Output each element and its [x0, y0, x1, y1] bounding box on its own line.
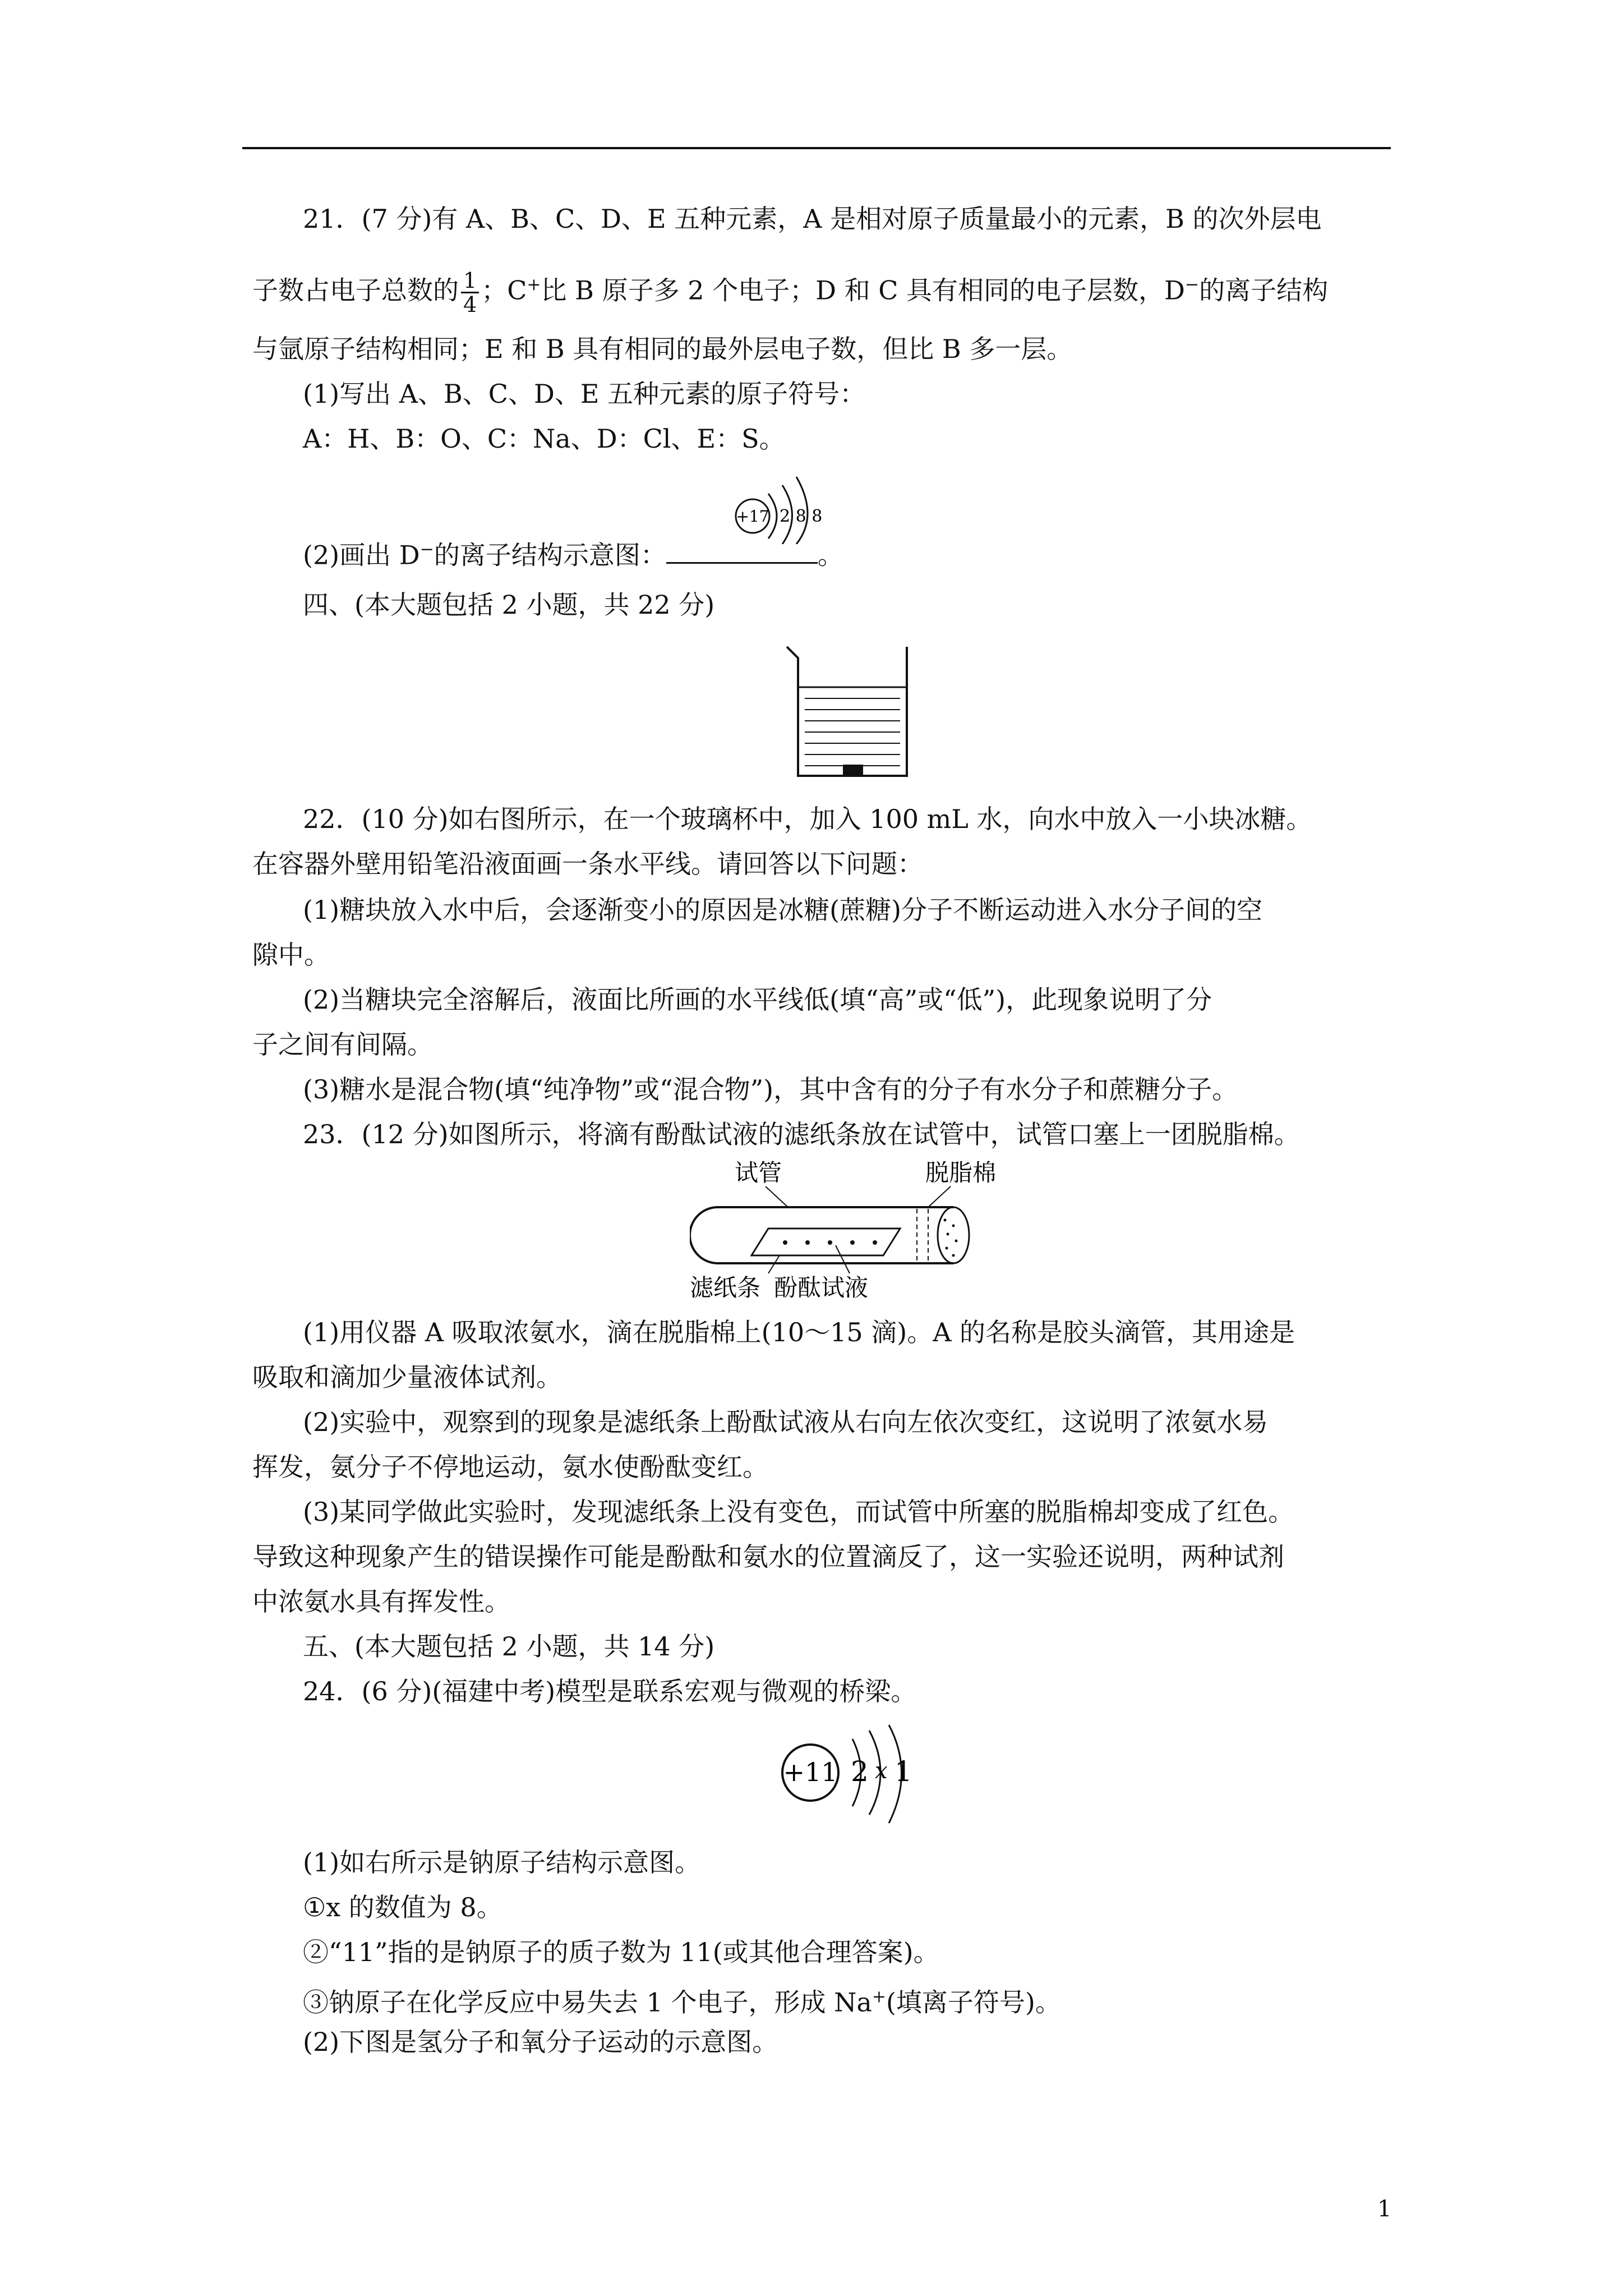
label-reagent: 酚酞试液	[774, 1274, 869, 1301]
label-paper: 滤纸条	[690, 1274, 761, 1301]
q22-p1b: 隙中。	[252, 940, 330, 970]
q23-p3c: 中浓氨水具有挥发性。	[252, 1586, 510, 1617]
water-lines	[805, 698, 900, 766]
header-rule	[242, 147, 1391, 149]
q24-p2: (2)下图是氢分子和氧分子运动的示意图。	[303, 2027, 778, 2057]
beaker-figure	[782, 642, 917, 783]
filter-paper	[751, 1228, 900, 1255]
q21-line3: 与氩原子结构相同；E 和 B 具有相同的最外层电子数，但比 B 多一层。	[252, 334, 1073, 364]
q21-line2: 子数占电子总数的 $\frac{1}{4}$ ；C+比 B 原子多 2 个电子；D 和 C 具有相同的电子层数，D−的离子结构	[252, 268, 1329, 317]
q24-line1: 24．(6 分)(福建中考)模型是联系宏观与微观的桥梁。	[303, 1676, 917, 1706]
q21-p1-answer: A：H、B：O、C：Na、D：Cl、E：S。	[303, 424, 785, 454]
beaker-outline	[787, 647, 907, 776]
q22-p3: (3)糖水是混合物(填“纯净物”或“混合物”)，其中含有的分子有水分子和蔗糖分子。	[303, 1074, 1238, 1105]
q22-line2: 在容器外壁用铅笔沿液面画一条水平线。请回答以下问题：	[252, 849, 923, 879]
section-4-heading: 四、(本大题包括 2 小题，共 22 分)	[303, 590, 715, 620]
q21-p1: (1)写出 A、B、C、D、E 五种元素的原子符号：	[303, 379, 866, 409]
q24-p1: (1)如右所示是钠原子结构示意图。	[303, 1847, 701, 1878]
q22-p2b: 子之间有间隔。	[252, 1029, 433, 1060]
shell-2-electrons: x	[875, 1758, 888, 1784]
q23-p1a: (1)用仪器 A 吸取浓氨水，滴在脱脂棉上(10～15 滴)。A 的名称是胶头滴管，其用途是	[303, 1317, 1295, 1347]
answer-blank	[666, 540, 818, 564]
page-number: 1	[1377, 2196, 1392, 2222]
q23-line1: 23．(12 分)如图所示，将滴有酚酞试液的滤纸条放在试管中，试管口塞上一团脱脂棉。	[303, 1119, 1300, 1149]
q22-line1: 22．(10 分)如右图所示，在一个玻璃杯中，加入 100 mL 水，向水中放入一小块冰糖。	[303, 804, 1312, 834]
shell-3-electrons: 1	[895, 1755, 912, 1788]
q23-p2b: 挥发，氨分子不停地运动，氨水使酚酞变红。	[252, 1452, 768, 1482]
label-cotton: 脱脂棉	[925, 1159, 997, 1186]
label-tube: 试管	[735, 1159, 782, 1186]
d-ion-diagram	[729, 460, 841, 544]
q24-p1-1: ①x 的数值为 8。	[303, 1892, 502, 1922]
cotton-dots	[944, 1219, 958, 1257]
q23-p2a: (2)实验中，观察到的现象是滤纸条上酚酞试液从右向左依次变红，这说明了浓氨水易	[303, 1407, 1269, 1437]
shell-electrons: 2 8 8	[780, 507, 823, 526]
nucleus-label: +11	[783, 1757, 838, 1787]
reagent-drops	[783, 1240, 877, 1245]
q21-line1: 21．(7 分)有 A、B、C、D、E 五种元素，A 是相对原子质量最小的元素，B 的次外层电	[303, 204, 1322, 234]
sodium-atom-diagram	[766, 1722, 945, 1829]
sugar-lump	[843, 765, 863, 776]
shell-1-electrons: 2	[851, 1755, 869, 1788]
q24-p1-2: ②“11”指的是钠原子的质子数为 11(或其他合理答案)。	[303, 1937, 939, 1967]
section-5-heading: 五、(本大题包括 2 小题，共 14 分)	[303, 1631, 715, 1662]
q23-p3a: (3)某同学做此实验时，发现滤纸条上没有变色，而试管中所塞的脱脂棉却变成了红色。	[303, 1497, 1294, 1527]
q22-p1a: (1)糖块放入水中后，会逐渐变小的原因是冰糖(蔗糖)分子不断运动进入水分子间的空	[303, 895, 1263, 925]
q21-p2: (2)画出 D−的离子结构示意图： 。	[303, 540, 843, 570]
q23-p3b: 导致这种现象产生的错误操作可能是酚酞和氨水的位置滴反了，这一实验还说明，两种试剂	[252, 1542, 1284, 1572]
nucleus-label: +17	[736, 507, 769, 526]
test-tube-figure	[690, 1156, 1026, 1301]
q22-p2a: (2)当糖块完全溶解后，液面比所画的水平线低(填“高”或“低”)，此现象说明了分	[303, 984, 1212, 1015]
q23-p1b: 吸取和滴加少量液体试剂。	[252, 1362, 562, 1392]
fraction: $\frac{1}{4}$	[461, 269, 479, 316]
q24-p1-3: ③钠原子在化学反应中易失去 1 个电子，形成 Na+(填离子符号)。	[303, 1987, 1061, 2018]
